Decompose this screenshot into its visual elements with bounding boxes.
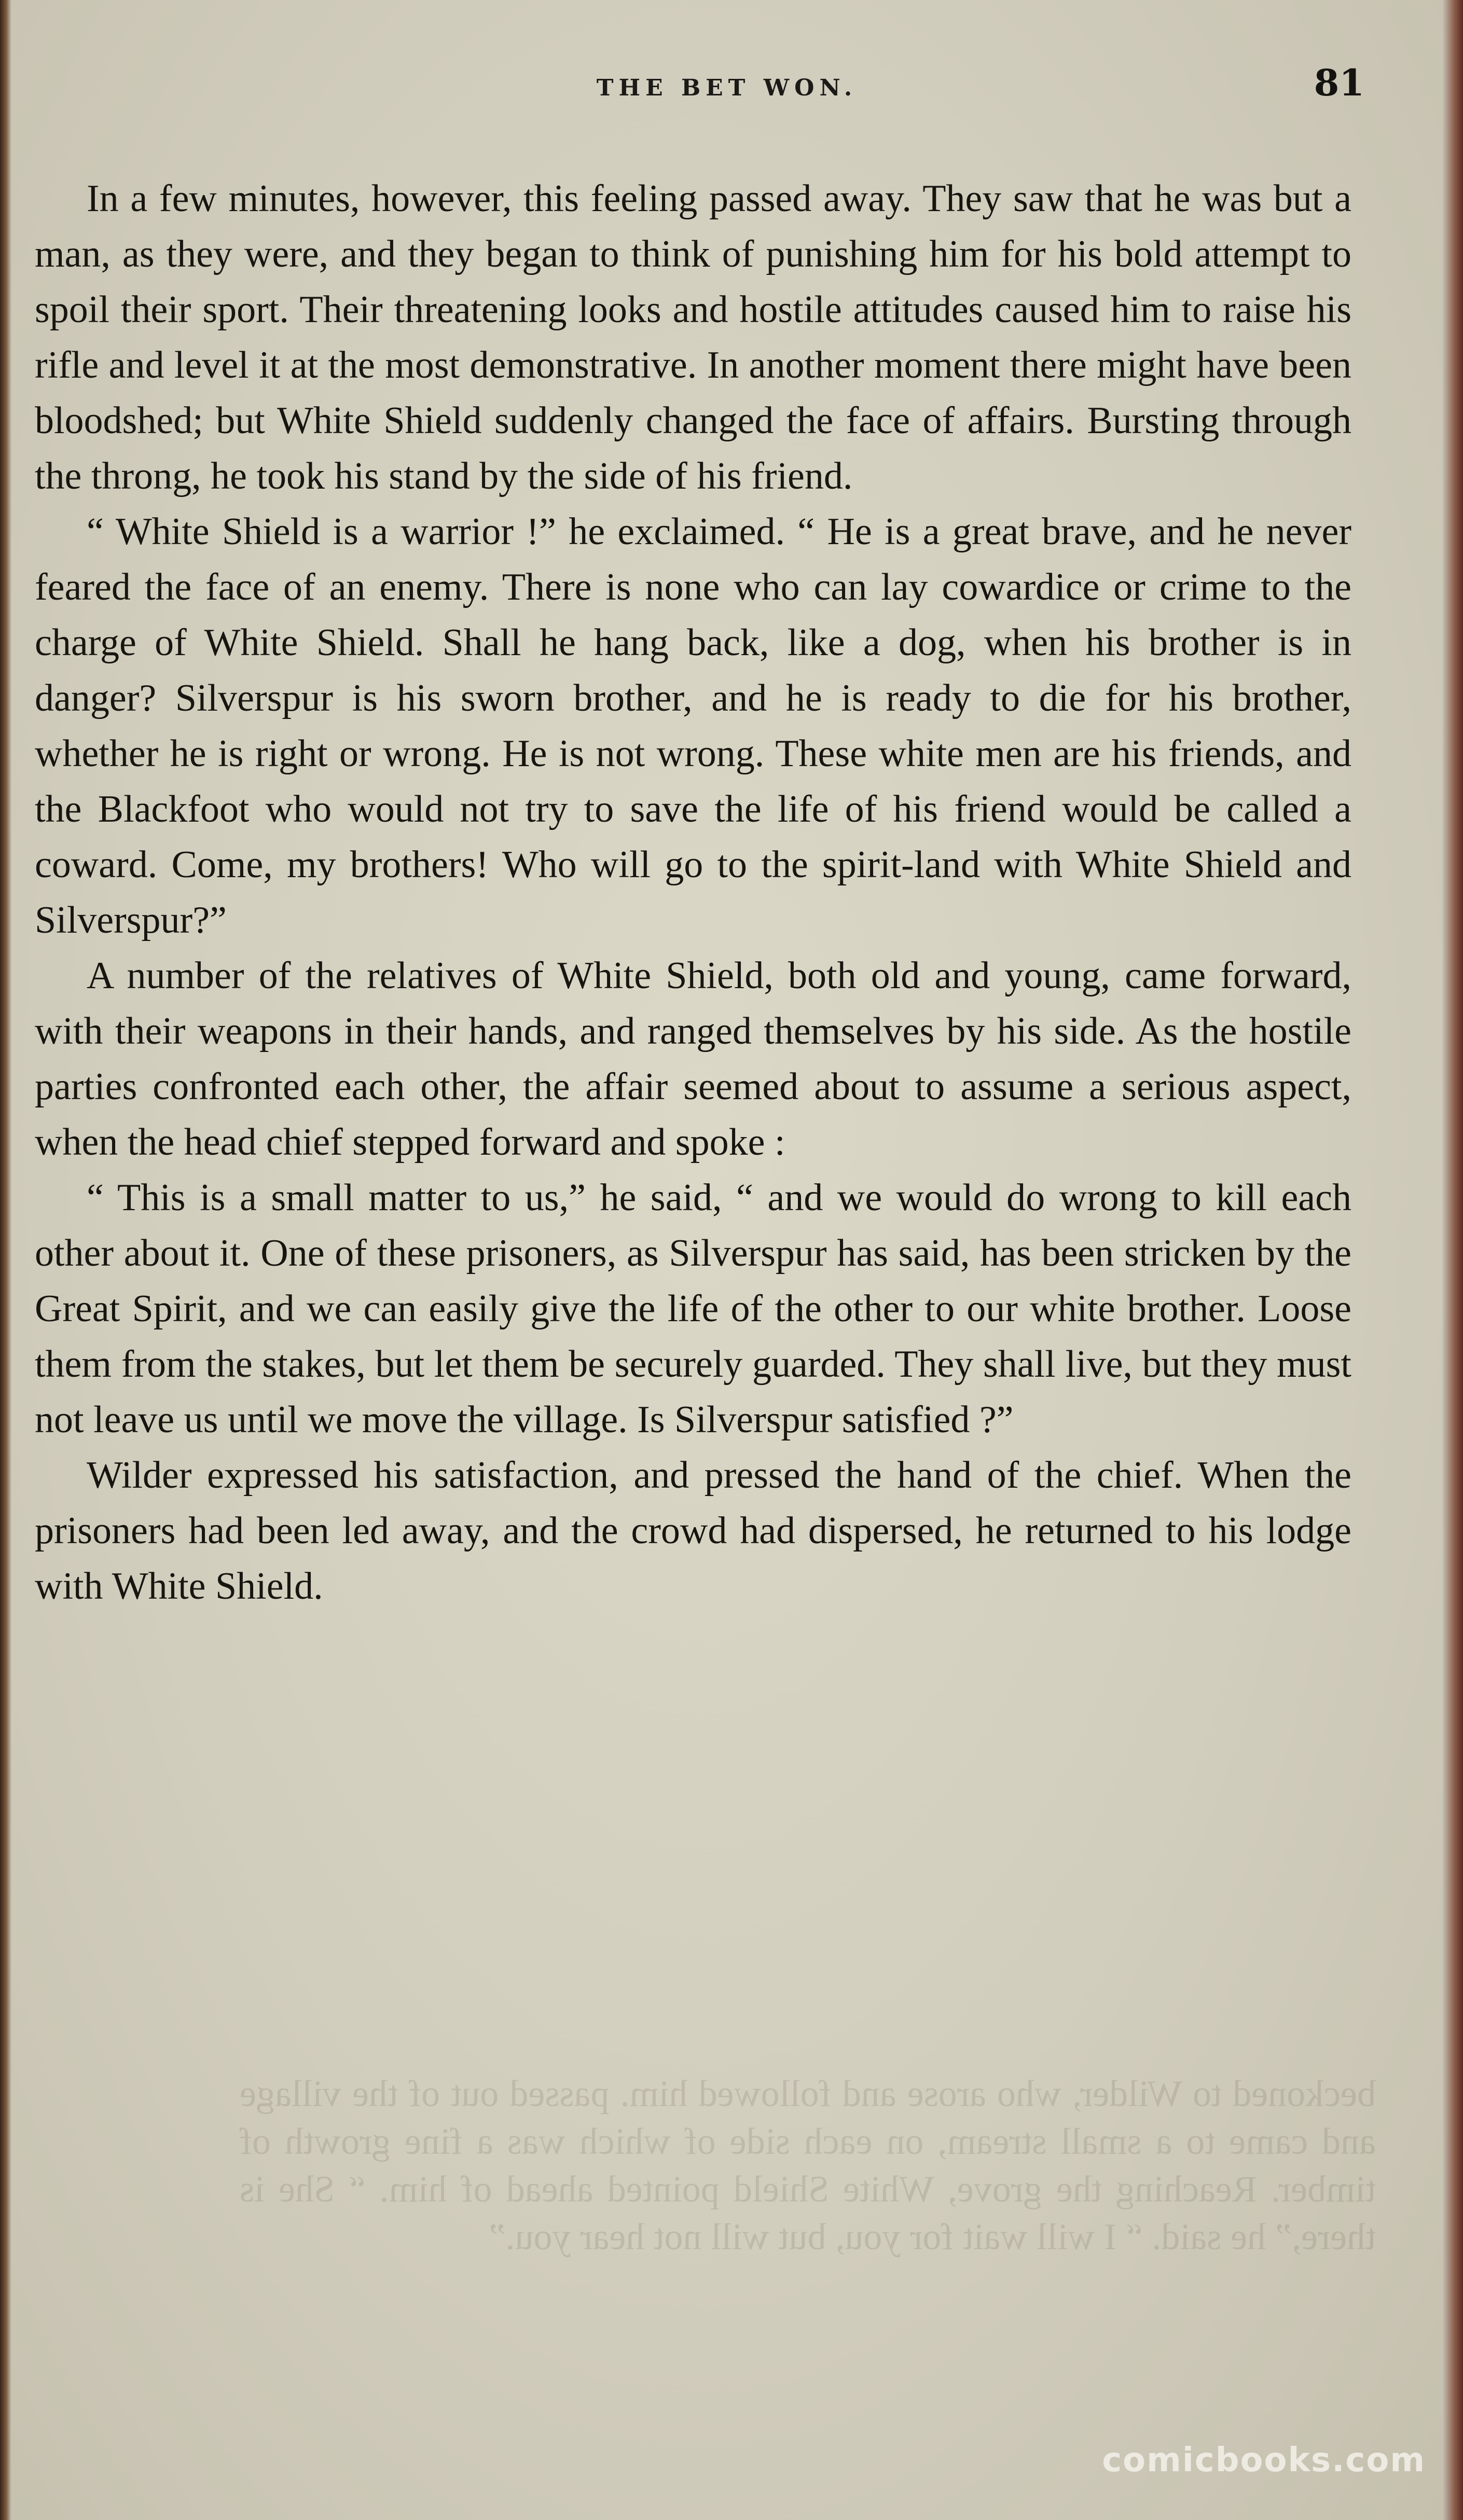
paragraph: “ This is a small matter to us,” he said, “ and we would do wrong to kill each other about it. One of these prisoners, as Silverspur has said, has been stricken by the Great Spirit, and we can easily give the life of the other to our white brother. Loose them from the stakes, but let them be securely guarded. They shall live, but they must not leave us until we move the village. Is Silverspur satisfied ?”: [35, 1176, 1351, 1441]
bleed-through-text: beckoned to Wilder, who arose and followed him. passed out of the village and came to a small stream, on each side of which was a fine growth of timber. Reaching the grove, White Shield pointed ahead of him. “ She is there,” he said. “ I will wait for you, but will not hear you.”: [240, 2073, 1376, 2258]
paragraph: In a few minutes, however, this feeling passed away. They saw that he was but a man, as they were, and they began to think of punishing him for his bold attempt to spoil their sport. Their threatening looks and hostile attitudes caused him to raise his rifle and level it at the most demonstrative. In another moment there might have been bloodshed; but White Shield suddenly changed the face of affairs. Bursting through the throng, he took his stand by the side of his friend.: [35, 177, 1351, 497]
paragraph: Wilder expressed his satisfaction, and pressed the hand of the chief. When the prisoners had been led away, and the crowd had dispersed, he returned to his lodge with White Shield.: [35, 1454, 1351, 1608]
paragraph: “ White Shield is a warrior !” he exclaimed. “ He is a great brave, and he never feared the face of an enemy. There is none who can lay cowardice or crime to the charge of White Shield. Shall he hang back, like a dog, when his brother is in danger? Silverspur is his sworn brother, and he is ready to die for his brother, whether he is right or wrong. He is not wrong. These white men are his friends, and the Blackfoot who would not try to save the life of his friend would be called a coward. Come, my brothers! Who will go to the spirit-land with White Shield and Silverspur?”: [35, 510, 1351, 941]
page-number: 81: [1314, 61, 1364, 104]
scan-edge-right: [1442, 0, 1463, 2520]
scan-edge-left: [0, 0, 11, 2520]
page-header: [11, 61, 1442, 118]
body-text: [35, 171, 1351, 1614]
paragraph: A number of the relatives of White Shield, both old and young, came forward, with their weapons in their hands, and ranged themselves by his side. As the hostile parties confronted each other, the affair seemed about to assume a serious aspect, when the head chief stepped forward and spoke :: [35, 954, 1351, 1164]
book-page: [11, 0, 1442, 2520]
watermark: comicbooks.com: [1102, 2441, 1426, 2480]
running-head: THE BET WON.: [596, 75, 858, 101]
